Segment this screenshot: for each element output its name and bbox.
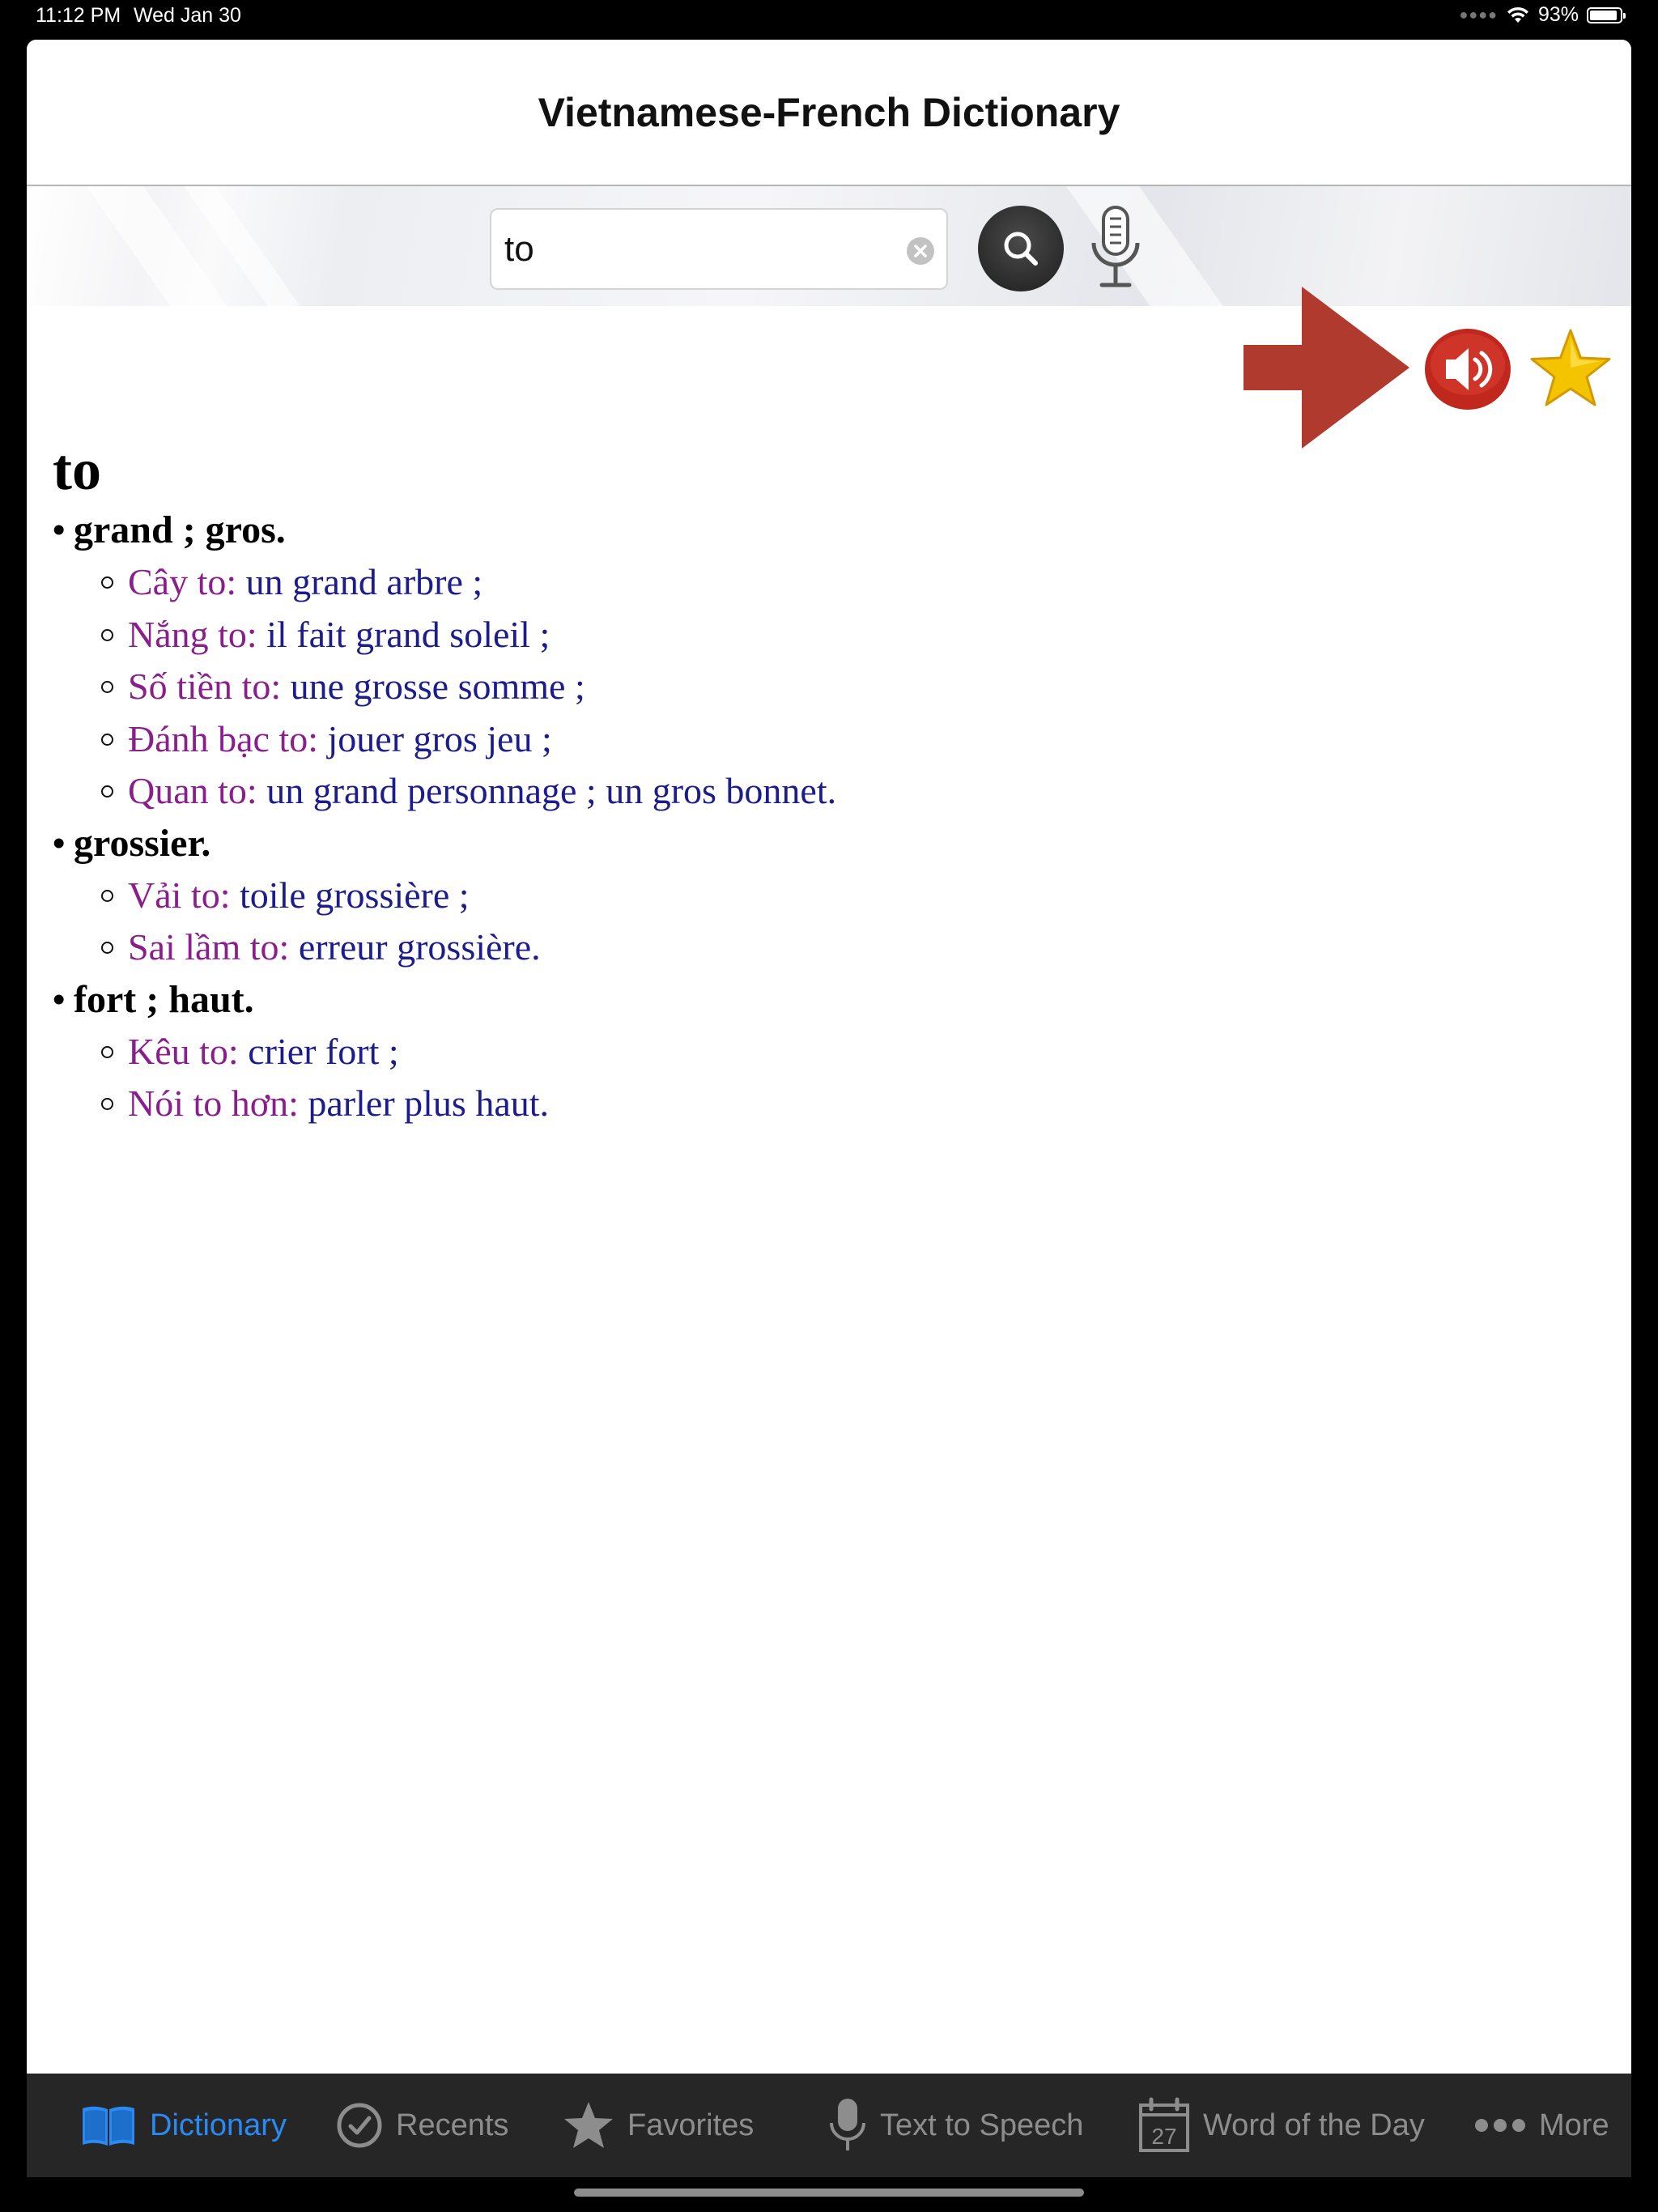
- bullet-icon: [101, 890, 113, 902]
- speaker-button[interactable]: [1423, 327, 1512, 411]
- example-french: crier fort ;: [238, 1030, 399, 1072]
- example-vietnamese: Vải to:: [128, 874, 231, 916]
- example-item: [53, 870, 1591, 922]
- battery-percent: 93%: [1537, 3, 1579, 26]
- example-vietnamese: Nói to hơn:: [128, 1083, 299, 1124]
- example-item: [53, 609, 1591, 661]
- example-item: [53, 1078, 1591, 1130]
- status-indicators: [1459, 3, 1622, 27]
- star-icon: [563, 2100, 614, 2150]
- more-dots-icon: [1474, 2117, 1526, 2133]
- example-item: [53, 661, 1591, 713]
- cellular-signal-icon: ●●●●: [1459, 6, 1498, 23]
- example-vietnamese: Đánh bạc to:: [128, 717, 319, 759]
- headword: to: [53, 437, 101, 502]
- search-input[interactable]: [490, 208, 948, 290]
- tab-label: Word of the Day: [1203, 2108, 1425, 2142]
- page-title: Vietnamese-French Dictionary: [538, 89, 1120, 135]
- bullet-icon: [101, 785, 113, 798]
- example-vietnamese: Nắng to:: [128, 613, 257, 655]
- example-vietnamese: Quan to:: [128, 770, 257, 811]
- tab-more[interactable]: [1474, 2074, 1609, 2177]
- tab-favorites[interactable]: [563, 2074, 754, 2177]
- example-item: [53, 921, 1591, 974]
- sense-list: [53, 504, 1591, 1130]
- bullet-icon: [101, 734, 113, 746]
- checkmark-circle-icon: [336, 2102, 383, 2149]
- microphone-icon: [828, 2097, 867, 2154]
- example-vietnamese: Cây to:: [128, 561, 237, 602]
- microphone-icon[interactable]: [1087, 204, 1144, 293]
- tab-recents[interactable]: [336, 2074, 508, 2177]
- example-item: [53, 713, 1591, 766]
- bullet-icon: [101, 1098, 113, 1110]
- example-french: erreur grossière.: [289, 926, 541, 968]
- status-date: Wed Jan 30: [134, 4, 241, 27]
- example-french: parler plus haut.: [298, 1083, 550, 1124]
- sense-heading: • grossier.: [53, 818, 1591, 870]
- clear-search-icon[interactable]: [906, 236, 935, 266]
- calendar-icon: [1138, 2097, 1190, 2154]
- search-button[interactable]: [978, 206, 1064, 291]
- search-icon: [1000, 228, 1042, 270]
- example-french: il fait grand soleil ;: [257, 613, 551, 655]
- status-time: 11:12 PM: [36, 4, 121, 27]
- tab-word-of-the-day[interactable]: [1138, 2074, 1425, 2177]
- main-panel: [27, 40, 1631, 2177]
- battery-level: [1590, 11, 1617, 20]
- example-vietnamese: Sai lầm to:: [128, 926, 290, 968]
- tab-bar: [27, 2074, 1631, 2177]
- dictionary-entry: [53, 435, 1591, 1130]
- tab-label: Favorites: [627, 2108, 755, 2142]
- tab-text-to-speech[interactable]: [828, 2074, 1083, 2177]
- arrow-pointer-icon: [1244, 287, 1409, 449]
- favorite-star-button[interactable]: [1528, 327, 1613, 411]
- tab-label: More: [1539, 2108, 1609, 2142]
- search-input-value: to: [504, 229, 534, 269]
- example-vietnamese: Kêu to:: [128, 1030, 239, 1072]
- background-stripe: [1055, 186, 1241, 306]
- bullet-icon: [101, 1046, 113, 1058]
- navigation-header: [27, 40, 1631, 186]
- tab-label: Text to Speech: [880, 2108, 1084, 2142]
- example-vietnamese: Số tiền to:: [128, 666, 282, 707]
- wifi-icon: [1506, 6, 1530, 24]
- example-item: [53, 765, 1591, 818]
- battery-icon: [1587, 7, 1622, 23]
- example-item: [53, 1026, 1591, 1078]
- example-french: une grosse somme ;: [281, 666, 585, 707]
- example-item: [53, 556, 1591, 609]
- status-bar: [0, 0, 1658, 39]
- sense-heading: • grand ; gros.: [53, 504, 1591, 556]
- home-indicator[interactable]: [574, 2189, 1084, 2197]
- bullet-icon: [101, 942, 113, 954]
- bullet-icon: [101, 629, 113, 641]
- example-french: toile grossière ;: [230, 874, 470, 916]
- bullet-icon: [101, 576, 113, 589]
- bullet-icon: [101, 681, 113, 693]
- book-icon: [80, 2104, 137, 2147]
- example-french: jouer gros jeu ;: [318, 717, 552, 759]
- example-french: un grand personnage ; un gros bonnet.: [257, 770, 837, 811]
- tab-label: Dictionary: [150, 2108, 287, 2142]
- sense-heading: • fort ; haut.: [53, 974, 1591, 1026]
- tab-dictionary[interactable]: [80, 2074, 287, 2177]
- tab-label: Recents: [396, 2108, 509, 2142]
- calendar-day: 27: [1151, 2124, 1177, 2149]
- example-french: un grand arbre ;: [236, 561, 483, 602]
